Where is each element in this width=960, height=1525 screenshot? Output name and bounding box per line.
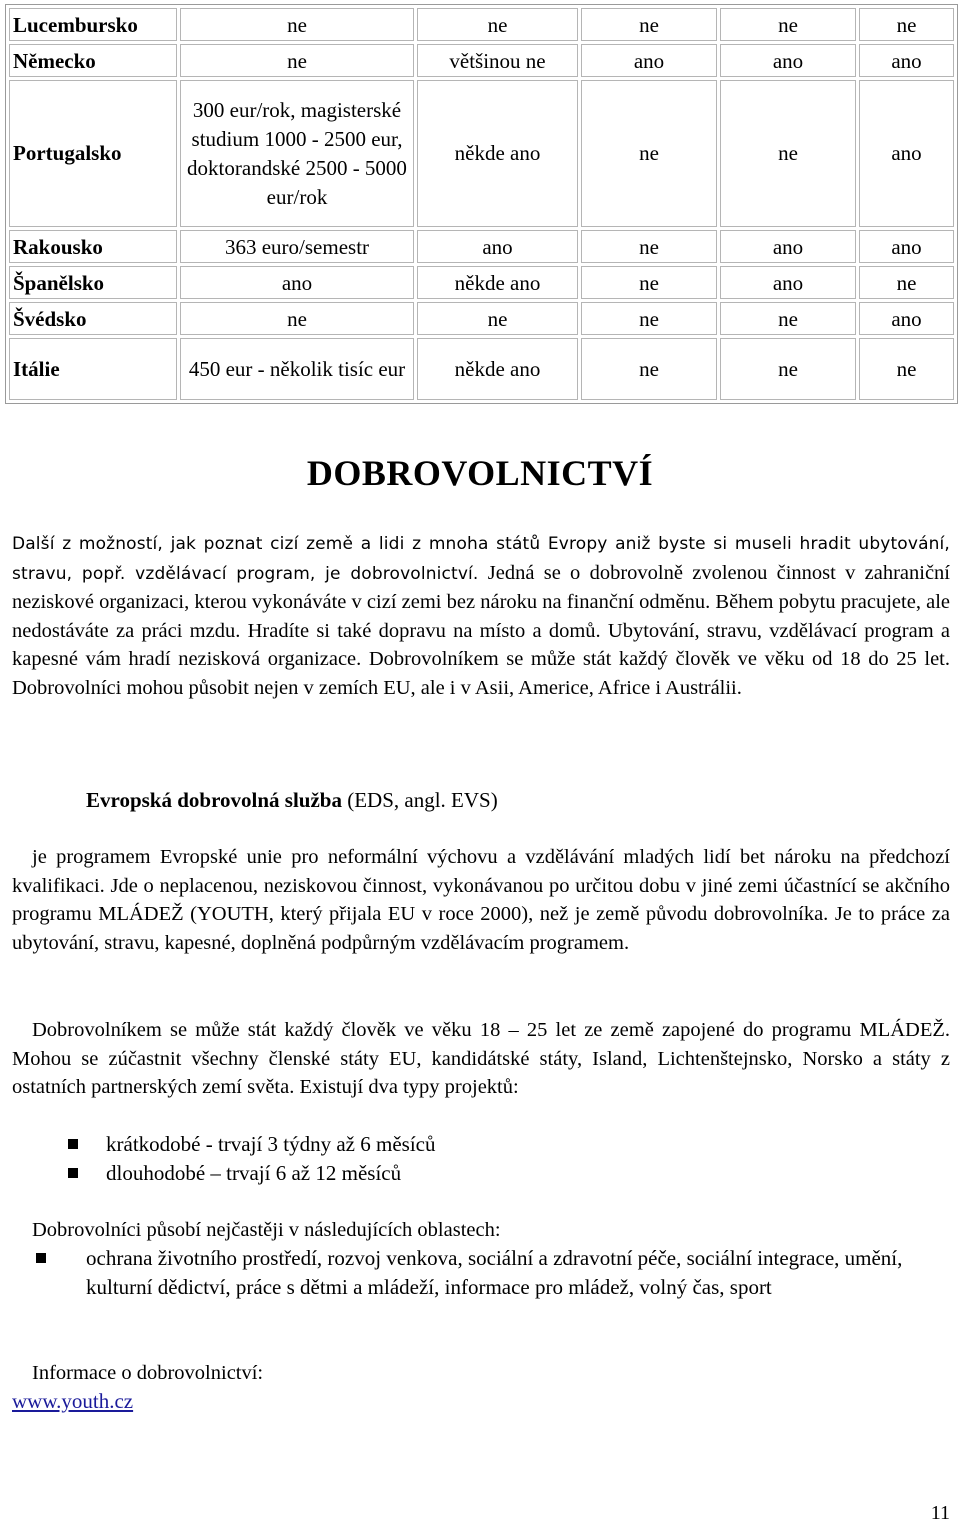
country-cell: Rakousko: [9, 230, 177, 263]
table-row: [9, 302, 954, 335]
table-cell: ne: [417, 302, 578, 335]
table-row: [9, 266, 954, 299]
youth-link[interactable]: www.youth.cz: [12, 1389, 134, 1413]
country-cell: Itálie: [9, 338, 177, 400]
table-cell: 300 eur/rok, magisterské studium 1000 - 2500 eur, doktorandské 2500 - 5000 eur/rok: [180, 80, 414, 227]
section-title: DOBROVOLNICTVÍ: [306, 453, 654, 493]
table-cell: někde ano: [417, 80, 578, 227]
table-cell: většinou ne: [417, 44, 578, 77]
list-item: ochrana životního prostředí, rozvoj venkova, sociální a zdravotní péče, sociální integrace, umění, kulturní dědictví, práce s dětmi a mládeží, informace pro mládež, volný čas, sport: [36, 1244, 916, 1302]
table-cell: ne: [417, 8, 578, 41]
areas-intro: Dobrovolníci působí nejčastěji v následujících oblastech:: [32, 1219, 501, 1241]
country-cell: Portugalsko: [9, 80, 177, 227]
table-row: [9, 8, 954, 41]
bullet-square-icon: [68, 1168, 78, 1178]
table-cell: ano: [859, 230, 954, 263]
page-number: 11: [930, 1502, 950, 1524]
table-cell: ano: [581, 44, 717, 77]
table-cell: ne: [581, 338, 717, 400]
table-row: [9, 80, 954, 227]
table-cell: ne: [859, 8, 954, 41]
eds-heading-rest: (EDS, angl. EVS): [341, 788, 498, 812]
country-cell: Švédsko: [9, 302, 177, 335]
table-cell: ne: [720, 80, 856, 227]
table-row: [9, 230, 954, 263]
table-row: [9, 44, 954, 77]
country-comparison-table: [5, 4, 958, 404]
intro-serif-text: Jedná se o dobrovolně zvolenou činnost v zahraniční neziskové organizaci, kterou vykonáváte v cizí zemi bez nároku na finanční odměnu. Během pobytu pracujete, ale nedostáváte za práci mzdu. Hradíte si také dopravu na místo a domů. Ubytování, stravu, vzdělávací program a kapesné vám hradí nezisková organizace. Dobrovolníkem se může stát každý člověk ve věku od 18 do 25 let. Dobrovolníci mohou působit nejen v zemích EU, ale i v Asii, Americe, Africe i Austrálii.: [12, 561, 950, 699]
intro-sans-text: Další z možností, jak poznat cizí země a lidi z mnoha států Evropy aniž byste si museli hradit ubytování, stravu, popř. vzdělávací program, je dobrovolnictví.: [12, 534, 950, 584]
list-item: dlouhodobé – trvají 6 až 12 měsíců: [68, 1159, 928, 1188]
bullet-square-icon: [36, 1253, 46, 1263]
table-cell: ne: [720, 338, 856, 400]
table-cell: ne: [581, 266, 717, 299]
table-cell: ne: [180, 302, 414, 335]
country-cell: Španělsko: [9, 266, 177, 299]
table-cell: ne: [859, 338, 954, 400]
table-cell: ano: [859, 80, 954, 227]
table-cell: ne: [581, 80, 717, 227]
table-cell: ne: [720, 8, 856, 41]
table-cell: ano: [720, 266, 856, 299]
table-cell: ne: [581, 230, 717, 263]
table-cell: ano: [720, 230, 856, 263]
table-cell: ano: [859, 302, 954, 335]
bullet-square-icon: [68, 1139, 78, 1149]
table-cell: někde ano: [417, 266, 578, 299]
eds-heading: [86, 788, 498, 813]
info-label: Informace o dobrovolnictví:: [32, 1362, 264, 1384]
table-cell: ne: [180, 8, 414, 41]
areas-list: [36, 1244, 916, 1302]
eds-paragraph: je programem Evropské unie pro neformální výchovu a vzdělávání mladých lidí bet nároku na předchozí kvalifikaci. Jde o neplacenou, neziskovou činnost, vykonávanou po určitou dobu v jiné zemi účastnící se akčního programu MLÁDEŽ (YOUTH, který přijala EU v roce 2000), než je země původu dobrovolníka. Je to práce za ubytování, stravu, kapesné, doplněná podpůrným vzdělávacím programem.: [12, 846, 950, 954]
eds-heading-bold: Evropská dobrovolná služba: [86, 788, 342, 812]
table-cell: ano: [417, 230, 578, 263]
table-cell: ano: [180, 266, 414, 299]
country-cell: Německo: [9, 44, 177, 77]
table-cell: 363 euro/semestr: [180, 230, 414, 263]
country-cell: Lucembursko: [9, 8, 177, 41]
list-item: krátkodobé - trvají 3 týdny až 6 měsíců: [68, 1130, 928, 1159]
table-cell: ne: [581, 302, 717, 335]
table-cell: ne: [180, 44, 414, 77]
table-cell: někde ano: [417, 338, 578, 400]
intro-paragraph: [12, 529, 950, 702]
table-row: [9, 338, 954, 400]
eligibility-paragraph: Dobrovolníkem se může stát každý člověk ve věku 18 – 25 let ze země zapojené do programu MLÁDEŽ. Mohou se zúčastnit všechny členské státy EU, kandidátské státy, Island, Lichtenštejnsko, Norsko a státy z ostatních partnerských zemí světa. Existují dva typy projektů:: [12, 1019, 950, 1098]
table-cell: ne: [859, 266, 954, 299]
table-cell: ne: [581, 8, 717, 41]
table-cell: ne: [720, 302, 856, 335]
table-cell: ano: [859, 44, 954, 77]
project-types-list: [68, 1130, 928, 1188]
table-cell: ano: [720, 44, 856, 77]
table-cell: 450 eur - několik tisíc eur: [180, 338, 414, 400]
